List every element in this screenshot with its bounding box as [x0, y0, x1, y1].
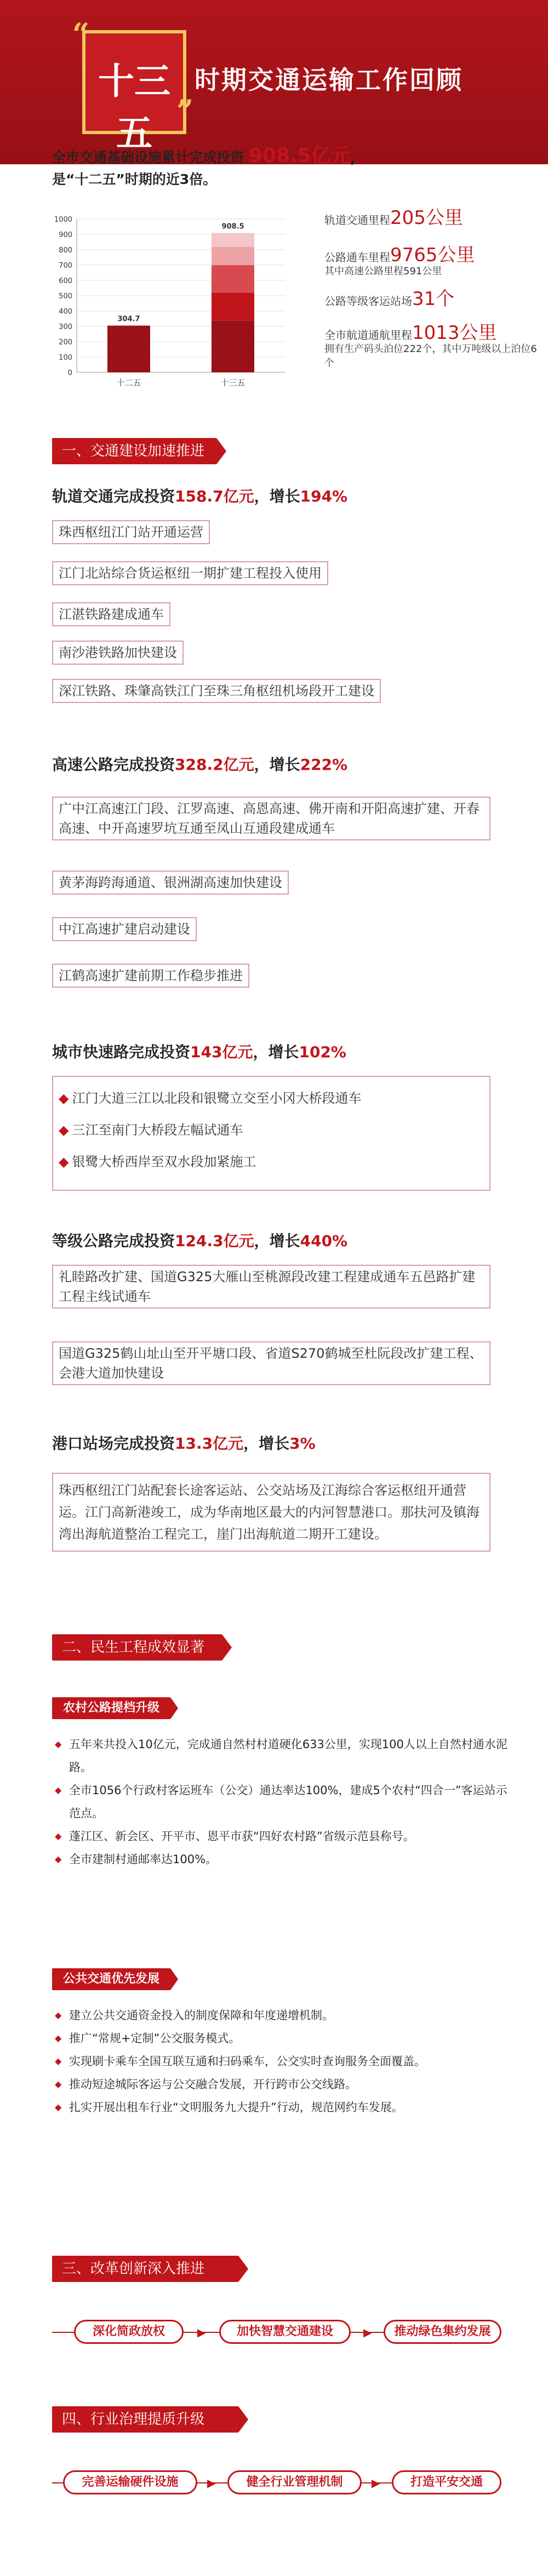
bar-segment [212, 233, 254, 247]
rail-heading [52, 485, 347, 506]
city-heading-mid: ，增长 [253, 1043, 299, 1061]
reform-pill: 加快智慧交通建设 [219, 2320, 351, 2344]
arrow-right-icon: ▶ [207, 2476, 216, 2489]
rural-item: ◆ 五年来共投入10亿元，完成通自然村村道硬化633公里，实现100人以上自然村通水泥路。 [55, 1733, 515, 1779]
governance-flow [52, 2469, 501, 2497]
stat-waterway [324, 322, 544, 371]
reform-flow [52, 2319, 501, 2346]
bar-segment [212, 265, 254, 293]
stat-sub: 拥有生产码头泊位222个，其中万吨级以上泊位6个 [324, 343, 537, 369]
bus-item: ◆ 推动短途城际客运与公交融合发展，开行跨市公交线路。 [55, 2073, 515, 2096]
section3-header: 三、改革创新深入推进 [52, 2256, 238, 2282]
y-tick-label: 400 [59, 308, 72, 316]
city-heading [52, 1040, 346, 1062]
port-text-box: 珠西枢纽江门站配套长途客运站、公交站场及江海综合客运枢纽开通营运。江门高新港竣工，成为华南地区最大的内河智慧港口。那扶河及镇海湾出海航道整治工程完工，崖门出海航道二期开工建设。 [52, 1473, 490, 1552]
data-label: 304.7 [117, 315, 140, 324]
stat-station [324, 288, 455, 310]
city-heading-pre: 城市快速路完成投资 [52, 1043, 191, 1061]
grade-value: 124.3亿元 [175, 1232, 254, 1250]
intro-comma: ， [350, 149, 364, 165]
stat-road [324, 244, 475, 279]
city-item [59, 1082, 484, 1114]
intro-total-value: 908.5亿元 [248, 145, 351, 167]
banner-title: 时期交通运输工作回顾 [195, 65, 463, 95]
stat-value: 31个 [412, 288, 455, 310]
stat-label: 公路等级客运站场 [324, 295, 412, 308]
quote-open-mark: “ [72, 16, 90, 51]
highway-item: 黄茅海跨海通道、银洲湖高速加快建设 [52, 871, 289, 895]
arrow-right-icon: ▶ [197, 2326, 206, 2339]
y-tick-label: 700 [59, 262, 72, 270]
rail-item: 江门北站综合货运枢纽一期扩建工程投入使用 [52, 561, 328, 585]
grade-heading-mid: ，增长 [254, 1232, 300, 1250]
highway-heading [52, 753, 347, 775]
grade-heading [52, 1229, 347, 1251]
bus-tag: 公共交通优先发展 [52, 1968, 170, 1990]
y-tick-label: 1000 [54, 216, 72, 224]
port-heading-pre: 港口站场完成投资 [52, 1434, 175, 1453]
rural-item: ◆ 全市1056个行政村客运班车（公交）通达率达100%，建成5个农村“四合一”客运站示范点。 [55, 1779, 515, 1825]
port-heading [52, 1432, 316, 1454]
city-item-text: 江门大道三江以北段和银鹭立交至小冈大桥段通车 [72, 1091, 362, 1106]
bus-list [55, 2004, 515, 2119]
port-growth: 3% [289, 1434, 316, 1453]
city-item [59, 1146, 484, 1178]
city-value: 143亿元 [190, 1043, 253, 1061]
highway-value: 328.2亿元 [175, 756, 254, 774]
x-tick-label: 十二五 [116, 378, 141, 388]
data-label: 908.5 [221, 222, 244, 231]
section4-header: 四、行业治理提质升级 [52, 2406, 238, 2433]
rail-item: 珠西枢纽江门站开通运营 [52, 520, 210, 544]
y-tick-label: 200 [59, 338, 72, 347]
stat-value: 9765公里 [390, 244, 475, 266]
grade-item: 礼睦路改扩建、国道G325大雁山至桃源段改建工程建成通车五邑路扩建工程主线试通车 [52, 1265, 490, 1309]
port-value: 13.3亿元 [175, 1434, 244, 1453]
investment-bar-chart [44, 208, 296, 394]
rail-growth: 194% [300, 487, 348, 505]
y-tick-label: 800 [59, 246, 72, 255]
x-tick-label: 十三五 [220, 378, 246, 388]
quote-close-mark: ” [176, 93, 194, 128]
stat-label: 全市航道通航里程 [324, 329, 412, 342]
bus-item: ◆ 建立公共交通资金投入的制度保障和年度递增机制。 [55, 2004, 515, 2027]
stat-value: 1013公里 [412, 322, 497, 344]
bus-item: ◆ 实现刷卡乘车全国互联互通和扫码乘车，公交实时查询服务全面覆盖。 [55, 2050, 515, 2073]
rural-item: ◆ 蓬江区、新会区、开平市、恩平市获“四好农村路”省级示范县称号。 [55, 1825, 515, 1848]
rail-item: 江湛铁路建成通车 [52, 602, 170, 626]
bar [107, 326, 150, 372]
section1-header: 一、交通建设加速推进 [52, 438, 216, 464]
y-tick-label: 500 [59, 292, 72, 301]
banner [0, 0, 548, 164]
bar-segment [212, 247, 254, 265]
intro-text [52, 145, 364, 191]
y-tick-label: 900 [59, 231, 72, 239]
city-item-text: 三江至南门大桥段左幅试通车 [72, 1122, 243, 1138]
y-tick-label: 600 [59, 277, 72, 285]
highway-growth: 222% [300, 756, 348, 774]
bus-item: ◆ 扎实开展出租车行业“文明服务九大提升”行动，规范网约车发展。 [55, 2096, 515, 2119]
grade-item: 国道G325鹤山址山至开平塘口段、省道S270鹤城至杜阮段改扩建工程、会港大道加快建设 [52, 1341, 490, 1385]
grade-heading-pre: 等级公路完成投资 [52, 1232, 175, 1250]
y-tick-label: 100 [59, 354, 72, 362]
stat-label: 轨道交通里程 [324, 214, 390, 227]
city-item [59, 1114, 484, 1146]
arrow-right-icon: ▶ [363, 2326, 372, 2339]
rail-heading-mid: ，增长 [254, 487, 300, 505]
bullet-icon: ◆ [59, 1122, 69, 1138]
rail-value: 158.7亿元 [175, 487, 254, 505]
bullet-icon: ◆ [59, 1154, 69, 1169]
reform-pill: 推动绿色集约发展 [384, 2320, 501, 2344]
bar-segment [212, 321, 254, 372]
stat-label: 公路通车里程 [324, 251, 390, 264]
city-item-text: 银鹭大桥西岸至双水段加紧施工 [72, 1154, 256, 1169]
rural-list [55, 1733, 515, 1871]
arrow-right-icon: ▶ [372, 2476, 380, 2489]
governance-pill: 打造平安交通 [392, 2470, 501, 2494]
bar-segment [212, 293, 254, 321]
reform-pill: 深化简政放权 [74, 2320, 184, 2344]
city-growth: 102% [299, 1043, 346, 1061]
stat-rail [324, 207, 463, 229]
rail-item: 深江铁路、珠肇高铁江门至珠三角枢纽机场段开工建设 [52, 679, 381, 703]
section2-header: 二、民生工程成效显著 [52, 1634, 222, 1661]
rail-item: 南沙港铁路加快建设 [52, 641, 184, 665]
stat-value: 205公里 [390, 207, 463, 229]
intro-line2: 是“十二五”时期的近3倍。 [52, 171, 217, 187]
stat-sub: 其中高速公路里程591公里 [324, 266, 442, 277]
city-items-box [52, 1076, 490, 1191]
highway-heading-mid: ，增长 [254, 756, 300, 774]
bus-item: ◆ 推广“常规+定制”公交服务模式。 [55, 2027, 515, 2050]
governance-pill: 完善运输硬件设施 [63, 2470, 197, 2494]
y-tick-label: 0 [67, 369, 72, 377]
rail-heading-pre: 轨道交通完成投资 [52, 487, 175, 505]
rural-item: ◆ 全市建制村通邮率达100%。 [55, 1848, 515, 1871]
highway-heading-pre: 高速公路完成投资 [52, 756, 175, 774]
bullet-icon: ◆ [59, 1091, 69, 1106]
banner-period-name: 十三五 [98, 60, 170, 154]
highway-item: 中江高速扩建启动建设 [52, 917, 197, 941]
y-tick-label: 300 [59, 323, 72, 331]
rural-tag: 农村公路提档升级 [52, 1697, 170, 1719]
governance-pill: 健全行业管理机制 [227, 2470, 362, 2494]
intro-line1: 全市交通基础设施累计完成投资 [52, 149, 244, 165]
port-heading-mid: ，增长 [243, 1434, 290, 1453]
grade-growth: 440% [300, 1232, 348, 1250]
highway-item: 江鹤高速扩建前期工作稳步推进 [52, 964, 249, 988]
highway-item: 广中江高速江门段、江罗高速、高恩高速、佛开南和开阳高速扩建、开春高速、中开高速罗坑互通至凤山互通段建成通车 [52, 797, 490, 840]
